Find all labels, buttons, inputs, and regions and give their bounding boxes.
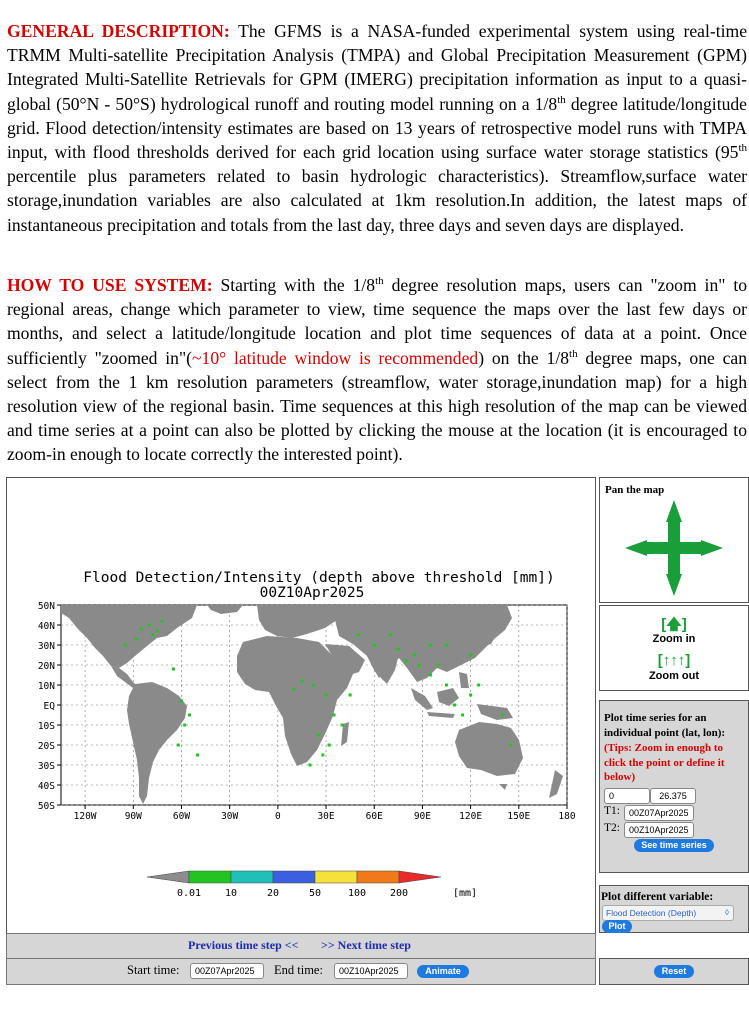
lon-tick-label: 90W bbox=[124, 811, 142, 822]
flood-marker bbox=[509, 744, 512, 747]
how-to-use-text: degree resolution maps, users can "zoom in" to regional areas, change which parameter to view, time sequence the maps over the last few days or months, and select a latitude/longitude location and plot time sequences of data at a point. Once sufficiently "zoomed in"( bbox=[7, 275, 748, 368]
flood-marker bbox=[333, 714, 336, 717]
colorbar-unit: [mm] bbox=[453, 888, 478, 899]
variable-title: Plot different variable: bbox=[601, 891, 714, 903]
how-to-use-text: ) on the 1/8 bbox=[478, 347, 570, 368]
flood-marker bbox=[328, 744, 331, 747]
zoom-panel bbox=[599, 605, 749, 691]
flood-marker bbox=[124, 644, 127, 647]
time-series-tips: (Tips: Zoom in enough to click the point or define it below) bbox=[604, 742, 725, 783]
flood-marker bbox=[188, 714, 191, 717]
flood-marker bbox=[183, 724, 186, 727]
flood-marker bbox=[461, 714, 464, 717]
flood-map[interactable] bbox=[7, 478, 595, 934]
flood-marker bbox=[156, 630, 159, 633]
flood-marker bbox=[161, 620, 164, 623]
colorbar-segment bbox=[399, 871, 441, 883]
flood-marker bbox=[180, 700, 183, 703]
superscript: th bbox=[569, 347, 578, 360]
flood-marker bbox=[429, 674, 432, 677]
colorbar-segment bbox=[189, 871, 231, 883]
time-series-title: Plot time series for an individual point (lat, lon): bbox=[604, 712, 726, 739]
longitude-axis bbox=[74, 805, 576, 822]
flood-marker bbox=[445, 684, 448, 687]
variable-select-value: Flood Detection (Depth) bbox=[606, 908, 697, 918]
flood-marker bbox=[413, 654, 416, 657]
pan-right-arrow[interactable] bbox=[701, 540, 723, 556]
flood-marker bbox=[477, 684, 480, 687]
lat-tick-label: 40N bbox=[37, 621, 55, 632]
pan-center bbox=[647, 542, 701, 554]
colorbar-tick-label: 10 bbox=[224, 888, 238, 899]
flood-marker bbox=[196, 754, 199, 757]
t2-label: T2: bbox=[604, 822, 620, 834]
superscript: th bbox=[375, 275, 384, 288]
how-to-use-text: Starting with the 1/8 bbox=[212, 275, 376, 295]
variable-panel bbox=[599, 885, 749, 933]
t1-input[interactable]: 00Z07Apr2025 bbox=[624, 805, 694, 821]
flood-marker bbox=[445, 644, 448, 647]
pan-title: Pan the map bbox=[605, 484, 665, 496]
colorbar-segment bbox=[231, 871, 273, 883]
lat-tick-label: 30S bbox=[37, 761, 55, 772]
pan-arrows[interactable] bbox=[600, 478, 748, 602]
start-time-input[interactable]: 00Z07Apr2025 bbox=[190, 963, 264, 979]
pan-panel bbox=[599, 477, 749, 603]
flood-marker bbox=[357, 634, 360, 637]
plot-button[interactable]: Plot bbox=[602, 920, 632, 933]
animation-bar bbox=[6, 958, 596, 985]
lon-tick-label: 30W bbox=[221, 811, 239, 822]
how-to-use bbox=[7, 273, 747, 467]
lat-tick-label: 50N bbox=[37, 601, 55, 612]
lon-tick-label: 30E bbox=[317, 811, 335, 822]
colorbar-tick-label: 100 bbox=[347, 888, 367, 899]
general-description-text: percentile plus parameters related to basin hydrologic characteristics). Streamflow,surface water storage,inundation variables are also calculated at 1km resolution.In addition, the latest maps of instantaneous precipitation and totals from the last day, three days and seven days are displayed. bbox=[7, 166, 747, 235]
flood-marker bbox=[341, 724, 344, 727]
colorbar-tick-label: 20 bbox=[266, 888, 280, 899]
zoom-out-icon[interactable]: [↑↑↑] bbox=[657, 652, 691, 669]
next-time-step-link[interactable]: >> Next time step bbox=[321, 938, 411, 952]
flood-marker bbox=[135, 638, 138, 641]
flood-marker bbox=[177, 744, 180, 747]
reset-panel bbox=[599, 958, 749, 985]
colorbar-tick-label: 200 bbox=[389, 888, 409, 899]
end-time-label: End time: bbox=[274, 963, 323, 977]
latitude-axis bbox=[38, 601, 61, 812]
colorbar-segment bbox=[273, 871, 315, 883]
zoom-out-label[interactable]: Zoom out bbox=[648, 670, 700, 682]
see-time-series-button[interactable]: See time series bbox=[634, 839, 714, 852]
latitude-input[interactable]: 0 bbox=[604, 788, 650, 804]
time-series-panel bbox=[599, 700, 749, 873]
reset-button[interactable]: Reset bbox=[654, 965, 694, 978]
general-description-text: degree latitude/longitude grid. Flood detection/intensity estimates are based on 13 years of retrospective model runs with TMPA input, with flood thresholds derived for each grid location using surface water storage statistics (95 bbox=[7, 93, 747, 163]
flood-marker bbox=[312, 684, 315, 687]
animate-button[interactable]: Animate bbox=[417, 965, 469, 978]
lat-tick-label: 10S bbox=[37, 721, 55, 732]
flood-marker bbox=[172, 668, 175, 671]
lon-tick-label: 0 bbox=[274, 811, 281, 822]
flood-marker bbox=[148, 624, 151, 627]
longitude-input[interactable]: 26.375 bbox=[650, 788, 696, 804]
flood-marker bbox=[373, 644, 376, 647]
lat-tick-label: EQ bbox=[43, 701, 55, 712]
pan-left-arrow[interactable] bbox=[625, 540, 647, 556]
flood-marker bbox=[292, 688, 295, 691]
colorbar-segment bbox=[357, 871, 399, 883]
lon-tick-label: 120W bbox=[73, 811, 97, 822]
flood-marker bbox=[308, 764, 311, 767]
flood-marker bbox=[469, 694, 472, 697]
variable-select[interactable] bbox=[602, 905, 734, 921]
lon-tick-label: 120E bbox=[459, 811, 483, 822]
previous-time-step-link[interactable]: Previous time step << bbox=[188, 938, 299, 952]
colorbar-legend bbox=[147, 871, 477, 899]
flood-marker bbox=[151, 634, 154, 637]
lon-tick-label: 180 bbox=[558, 811, 576, 822]
flood-marker bbox=[501, 714, 504, 717]
select-chevron-icon: ◊ bbox=[725, 908, 729, 917]
general-description bbox=[7, 19, 747, 237]
lon-tick-label: 60W bbox=[172, 811, 191, 822]
start-time-label: Start time: bbox=[127, 963, 180, 977]
lat-tick-label: 50S bbox=[37, 801, 55, 812]
map-frame[interactable] bbox=[38, 601, 576, 822]
end-time-input[interactable]: 00Z10Apr2025 bbox=[334, 963, 408, 979]
flood-marker bbox=[389, 634, 392, 637]
flood-marker bbox=[429, 644, 432, 647]
lat-tick-label: 20S bbox=[37, 741, 55, 752]
lat-tick-label: 40S bbox=[37, 781, 55, 792]
lon-tick-label: 90E bbox=[413, 811, 432, 822]
zoom-in-icon[interactable]: [🡅] bbox=[661, 616, 687, 633]
time-step-nav bbox=[6, 933, 596, 959]
pan-down-arrow[interactable] bbox=[666, 574, 682, 596]
colorbar-tick-label: 0.01 bbox=[176, 888, 202, 899]
colorbar-segment bbox=[147, 871, 189, 883]
map-panel[interactable] bbox=[6, 477, 596, 935]
colorbar-segment bbox=[315, 871, 357, 883]
recommendation-text: ~10° latitude window is recommended bbox=[192, 347, 479, 368]
pan-up-arrow[interactable] bbox=[666, 500, 682, 522]
flood-marker bbox=[437, 664, 440, 667]
flood-marker bbox=[453, 704, 456, 707]
lon-tick-label: 60E bbox=[365, 811, 383, 822]
lat-tick-label: 30N bbox=[37, 641, 55, 652]
general-description-text: The GFMS is a NASA-funded experimental system using real-time TRMM Multi-satellite Precipitation Analysis (TMPA) and Global Precipitation Measurement (GPM) Integrated Multi-Satellite Retrievals for GPM (IMERG) precipitation information as input to a quasi-global (50°N - 50°S) hydrological runoff and routing model running on a 1/8 bbox=[7, 21, 747, 114]
colorbar-tick-label: 50 bbox=[308, 888, 322, 899]
general-description-heading: GENERAL DESCRIPTION: bbox=[7, 21, 230, 41]
flood-marker bbox=[325, 694, 328, 697]
superscript: th bbox=[557, 93, 566, 106]
flood-marker bbox=[140, 628, 143, 631]
lat-tick-label: 10N bbox=[37, 681, 55, 692]
flood-marker bbox=[321, 754, 324, 757]
map-title: Flood Detection/Intensity (depth above threshold [mm]) bbox=[83, 570, 555, 586]
t2-input[interactable]: 00Z10Apr2025 bbox=[624, 822, 694, 838]
flood-marker bbox=[349, 694, 352, 697]
flood-marker bbox=[300, 680, 303, 683]
zoom-in-label[interactable]: Zoom in bbox=[652, 633, 696, 645]
how-to-use-heading: HOW TO USE SYSTEM: bbox=[7, 275, 213, 295]
flood-marker bbox=[405, 660, 408, 663]
map-date: 00Z10Apr2025 bbox=[259, 585, 365, 601]
lat-tick-label: 20N bbox=[37, 661, 55, 672]
lon-tick-label: 150E bbox=[507, 811, 531, 822]
flood-marker bbox=[469, 654, 472, 657]
flood-marker bbox=[418, 664, 421, 667]
flood-marker bbox=[397, 648, 400, 651]
superscript: th bbox=[738, 142, 747, 155]
how-to-use-text: degree maps, one can select from the 1 km resolution parameters (streamflow, water storage,inundation map) for a high resolution view of the regional basin. Time sequences at this high resolution of the map can be viewed and time series at a point can also be plotted by clicking the mouse at the location (it is encouraged to zoom-in enough to locate correctly the interested point). bbox=[7, 347, 748, 465]
flood-marker bbox=[317, 734, 320, 737]
t1-label: T1: bbox=[604, 805, 620, 817]
